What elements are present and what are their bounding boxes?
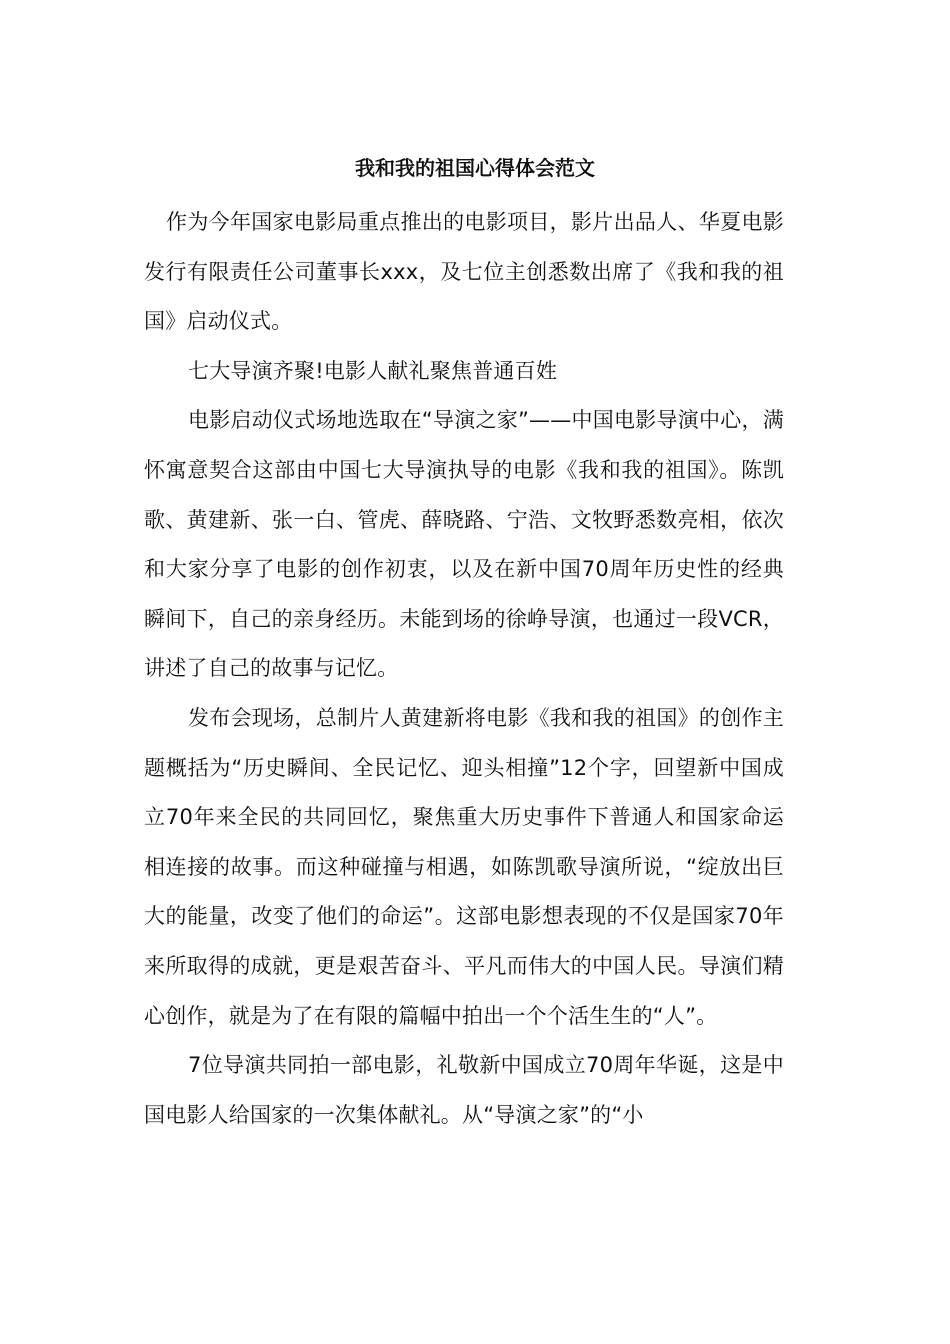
paragraph-ceremony: 电影启动仪式场地选取在“导演之家”——中国电影导演中心，满怀寓意契合这部由中国七大导演执导的电影《我和我的祖国》。陈凯歌、黄建新、张一白、管虎、薛晓路、宁浩、文牧野悉数亮相，依次和大家分享了电影的创作初衷，以及在新中国70周年历史性的经典瞬间下，自己的亲身经历。未能到场的徐峥导演，也通过一段VCR，讲述了自己的故事与记忆。 <box>144 408 784 681</box>
paragraph-press-conference: 发布会现场，总制片人黄建新将电影《我和我的祖国》的创作主题概括为“历史瞬间、全民记忆、迎头相撞”12个字，回望新中国成立70年来全民的共同回忆，聚焦重大历史事件下普通人和国家命运相连接的故事。而这种碰撞与相遇，如陈凯歌导演所说，“绽放出巨大的能量，改变了他们的命运”。这部电影想表现的不仅是国家70年来所取得的成就，更是艰苦奋斗、平凡而伟大的中国人民。导演们精心创作，就是为了在有限的篇幅中拍出一个个活生生的“人”。 <box>144 705 784 1028</box>
document-title: 我和我的祖国心得体会范文 <box>355 156 595 180</box>
section-heading: 七大导演齐聚!电影人献礼聚焦普通百姓 <box>188 358 558 383</box>
paragraph-intro: 作为今年国家电影局重点推出的电影项目，影片出品人、华夏电影发行有限责任公司董事长xxx，及七位主创悉数出席了《我和我的祖国》启动仪式。 <box>144 210 784 334</box>
paragraph-tribute: 7位导演共同拍一部电影，礼敬新中国成立70周年华诞，这是中国电影人给国家的一次集体献礼。从“导演之家”的“小 <box>144 1053 784 1127</box>
document-body <box>144 198 784 1140</box>
